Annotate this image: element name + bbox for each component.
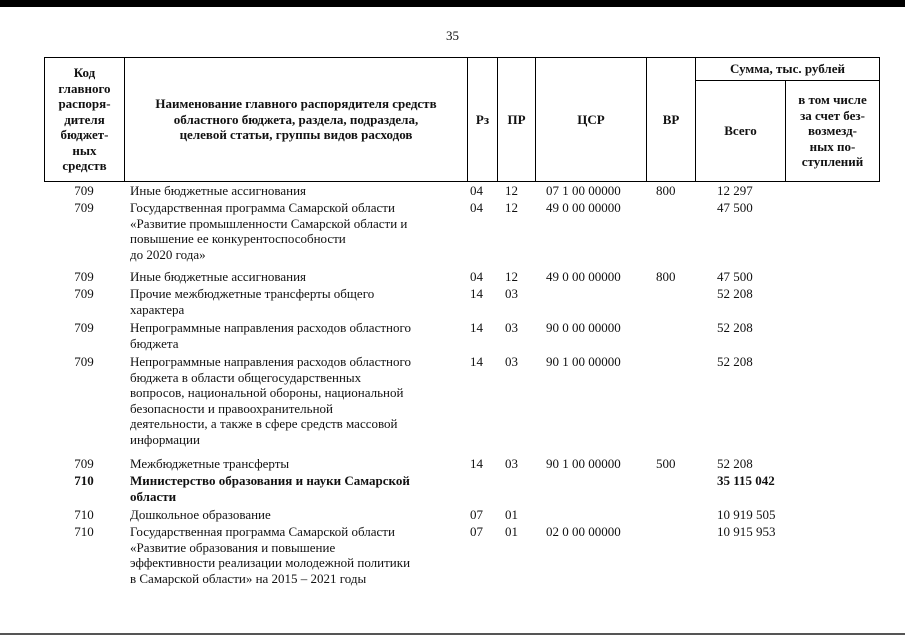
header-free: в том числе за счет без- возмезд- ных по- ступлений (798, 92, 867, 170)
header-total: Всего (724, 123, 757, 139)
cell-total: 52 208 (717, 354, 753, 369)
cell-pr: 01 (505, 507, 518, 522)
page-number: 35 (446, 28, 459, 43)
cell-name: Государственная программа Самарской области «Развитие образования и повышение эффективности реализации молодежной политики в Самарской области» на 2015 – 2021 годы (130, 524, 411, 586)
cell-name: Непрограммные направления расходов областного бюджета (130, 320, 411, 351)
cell-code: 710 (74, 507, 94, 522)
header-vr: ВР (662, 111, 680, 127)
cell-total: 47 500 (717, 200, 753, 215)
cell-rz: 14 (470, 456, 483, 471)
cell-name: Иные бюджетные ассигнования (130, 269, 307, 284)
cell-code: 709 (74, 286, 94, 301)
header-sum: Сумма, тыс. рублей (730, 61, 845, 77)
cell-rz: 07 (470, 507, 483, 522)
cell-rz: 14 (470, 286, 483, 301)
cell-csr: 90 1 00 00000 (546, 354, 621, 369)
cell-pr: 03 (505, 354, 518, 369)
cell-pr: 12 (505, 183, 518, 198)
cell-csr: 90 1 00 00000 (546, 456, 621, 471)
bottom-border (0, 633, 905, 635)
table-header (44, 57, 880, 182)
cell-total: 52 208 (717, 286, 753, 301)
cell-name: Прочие межбюджетные трансферты общего характера (130, 286, 375, 317)
cell-code: 709 (74, 354, 94, 369)
cell-vr: 800 (656, 183, 676, 198)
cell-code: 709 (74, 183, 94, 198)
cell-csr: 90 0 00 00000 (546, 320, 621, 335)
cell-code: 709 (74, 269, 94, 284)
cell-code: 710 (74, 473, 94, 488)
cell-total: 10 915 953 (717, 524, 776, 539)
cell-rz: 14 (470, 320, 483, 335)
cell-pr: 12 (505, 200, 518, 215)
cell-pr: 03 (505, 286, 518, 301)
cell-total: 47 500 (717, 269, 753, 284)
cell-csr: 49 0 00 00000 (546, 200, 621, 215)
cell-name: Непрограммные направления расходов областного бюджета в области общегосударственных вопросов, национальной обороны, национальной безопасности и правоохранительной деятельности, а также в сфере средств массовой информации (130, 354, 411, 447)
cell-vr: 500 (656, 456, 676, 471)
top-border (0, 0, 905, 7)
header-bottom-border (44, 181, 880, 182)
cell-total: 52 208 (717, 320, 753, 335)
header-name: Наименование главного распорядителя средств областного бюджета, раздела, подраздела, целевой статьи, группы видов расходов (155, 96, 437, 143)
cell-rz: 04 (470, 269, 483, 284)
cell-csr: 49 0 00 00000 (546, 269, 621, 284)
cell-csr: 02 0 00 00000 (546, 524, 621, 539)
cell-rz: 04 (470, 200, 483, 215)
cell-name: Министерство образования и науки Самарской области (130, 473, 410, 504)
cell-pr: 03 (505, 320, 518, 335)
cell-rz: 04 (470, 183, 483, 198)
cell-code: 709 (74, 320, 94, 335)
cell-total: 12 297 (717, 183, 753, 198)
cell-rz: 07 (470, 524, 483, 539)
header-rz: Рз (475, 111, 490, 127)
cell-name: Межбюджетные трансферты (130, 456, 290, 471)
cell-csr: 07 1 00 00000 (546, 183, 621, 198)
cell-pr: 01 (505, 524, 518, 539)
cell-rz: 14 (470, 354, 483, 369)
cell-total: 10 919 505 (717, 507, 776, 522)
header-csr: ЦСР (577, 111, 605, 127)
cell-name: Иные бюджетные ассигнования (130, 183, 307, 198)
cell-total: 35 115 042 (717, 473, 775, 488)
cell-pr: 03 (505, 456, 518, 471)
cell-total: 52 208 (717, 456, 753, 471)
header-pr: ПР (507, 111, 526, 127)
cell-vr: 800 (656, 269, 676, 284)
header-code: Код главного распоря- дителя бюджет- ных средств (58, 65, 111, 174)
cell-code: 709 (74, 456, 94, 471)
cell-pr: 12 (505, 269, 518, 284)
cell-code: 709 (74, 200, 94, 215)
cell-name: Дошкольное образование (130, 507, 271, 522)
header-divider (879, 57, 880, 182)
cell-code: 710 (74, 524, 94, 539)
cell-name: Государственная программа Самарской области «Развитие промышленности Самарской области и повышение ее конкурентоспособности до 2020 года» (130, 200, 408, 262)
